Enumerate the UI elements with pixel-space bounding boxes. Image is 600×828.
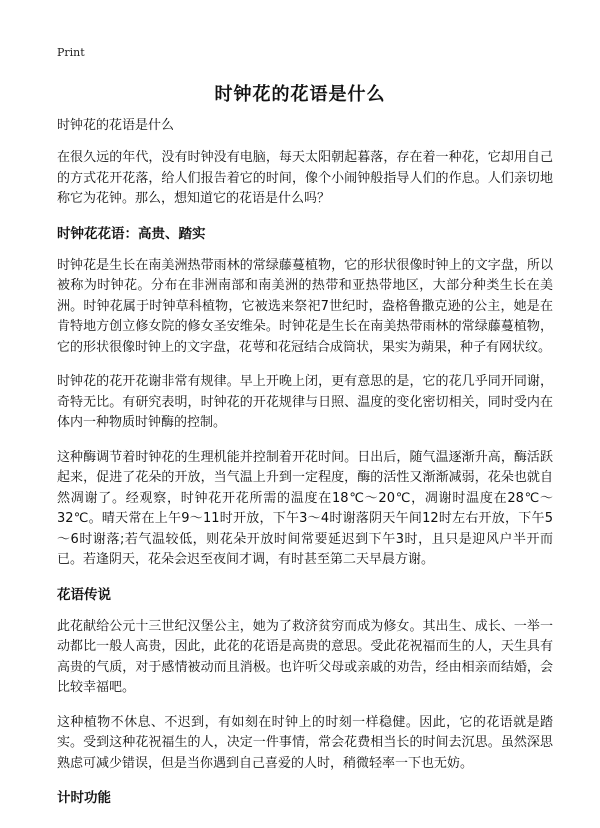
page-title: 时钟花的花语是什么 xyxy=(214,84,386,105)
paragraph: 时钟花是生长在南美洲热带雨林的常绿藤蔓植物，它的形状很像时钟上的文字盘，所以被称为时钟花。分布在非洲南部和南美洲的热带和亚热带地区，大部分种类生长在美洲。时钟花属于时钟草科植物，它被选来祭祀7世纪时，盎格鲁撒克逊的公主，她是在肯特地方创立修女院的修女圣安维朵。时钟花是生长在南美热带雨林的常绿藤蔓植物，它的形状很像时钟上的文字盘，花萼和花冠结合成筒状，果实为蒴果，种子有网状纹。 xyxy=(57,257,553,355)
paragraph: 时钟花的花开花谢非常有规律。早上开晚上闭，更有意思的是，它的花几乎同开同谢，奇特无比。有研究表明，时钟花的开花规律与日照、温度的变化密切相关，同时受内在体内一种物质时钟酶的控制。 xyxy=(57,374,553,430)
section-heading-legend: 花语传说 xyxy=(57,586,111,603)
article-subtitle: 时钟花的花语是什么 xyxy=(57,118,175,133)
intro-paragraph: 在很久远的年代，没有时钟没有电脑，每天太阳朝起暮落，存在着一种花，它却用自己的方式花开花落，给人们报告着它的时间，像个小闹钟般指导人们的作息。人们亲切地称它为花钟。那么，想知道它的花语是什么吗？ xyxy=(57,150,553,206)
section-heading-timekeeping: 计时功能 xyxy=(57,790,111,806)
paragraph: 这种酶调节着时钟花的生理机能并控制着开花时间。日出后，随气温逐渐升高，酶活跃起来，促进了花朵的开放，当气温上升到一定程度，酶的活性又渐渐减弱，花朵也就自然凋谢了。经观察，时钟花开花所需的温度在18℃～20℃，凋谢时温度在28℃～32℃。晴天常在上午9～11时开放，下午3～4时谢落阴天午间12时左右开放，下午5～6时谢落;若气温较低，则花朵开放时间常要延迟到下午3时，且只是迎风户半开而已。若逢阴天，花朵会迟至夜间才调，有时甚至第二天早晨方谢。 xyxy=(57,449,553,567)
print-link[interactable]: Print xyxy=(57,46,85,59)
paragraph: 这种植物不休息、不迟到，有如刻在时钟上的时刻一样稳健。因此，它的花语就是踏实。受到这种花祝福生的人，决定一件事情，常会花费相当长的时间去沉思。虽然深思熟虑可减少错误，但是当你遇到自己喜爱的人时，稍微轻率一下也无妨。 xyxy=(57,714,553,771)
paragraph: 此花献给公元十三世纪汉堡公主，她为了救济贫穷而成为修女。其出生、成长、一举一动都比一般人高贵，因此，此花的花语是高贵的意思。受此花祝福而生的人，天生具有高贵的气质，对于感情被动而且消极。也许听父母或亲戚的劝告，经由相亲而结婚，会比较幸福吧。 xyxy=(57,618,553,695)
section-heading-flower-language: 时钟花花语：高贵、踏实 xyxy=(57,225,206,242)
article-body xyxy=(57,116,553,820)
